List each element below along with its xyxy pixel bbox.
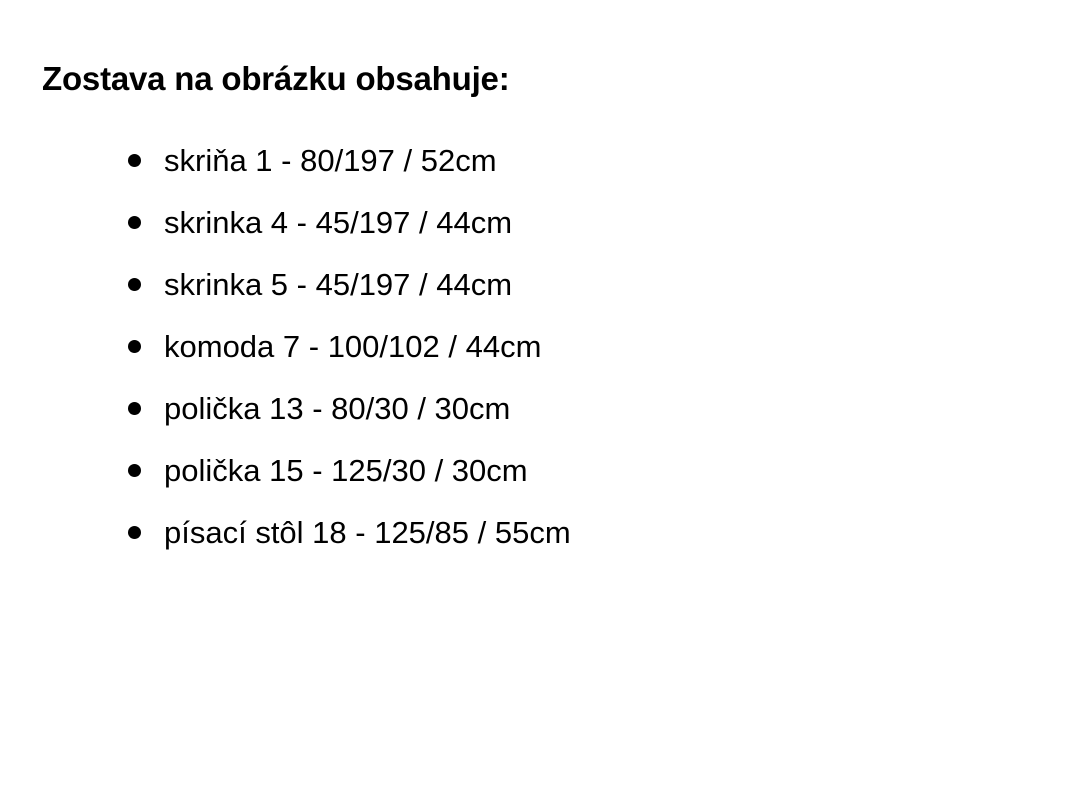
list-item-label: skrinka 5 - 45/197 / 44cm xyxy=(164,266,513,302)
list-item xyxy=(40,514,1040,550)
list-item xyxy=(40,390,1040,426)
list-item xyxy=(40,452,1040,488)
component-list xyxy=(40,142,1040,550)
page-title: Zostava na obrázku obsahuje: xyxy=(42,60,510,97)
list-item xyxy=(40,266,1040,302)
bullet-icon xyxy=(128,517,164,547)
bullet-icon xyxy=(128,331,164,361)
bullet-icon xyxy=(128,393,164,423)
list-item xyxy=(40,204,1040,240)
list-item xyxy=(40,142,1040,178)
list-item xyxy=(40,328,1040,364)
list-item-label: písací stôl 18 - 125/85 / 55cm xyxy=(164,514,571,550)
list-item-label: polička 13 - 80/30 / 30cm xyxy=(164,390,511,426)
list-item-label: skrinka 4 - 45/197 / 44cm xyxy=(164,204,513,240)
list-item-label: skriňa 1 - 80/197 / 52cm xyxy=(164,142,497,178)
bullet-icon xyxy=(128,269,164,299)
list-item-label: komoda 7 - 100/102 / 44cm xyxy=(164,328,542,364)
bullet-icon xyxy=(128,207,164,237)
list-item-label: polička 15 - 125/30 / 30cm xyxy=(164,452,528,488)
bullet-icon xyxy=(128,145,164,175)
bullet-icon xyxy=(128,455,164,485)
